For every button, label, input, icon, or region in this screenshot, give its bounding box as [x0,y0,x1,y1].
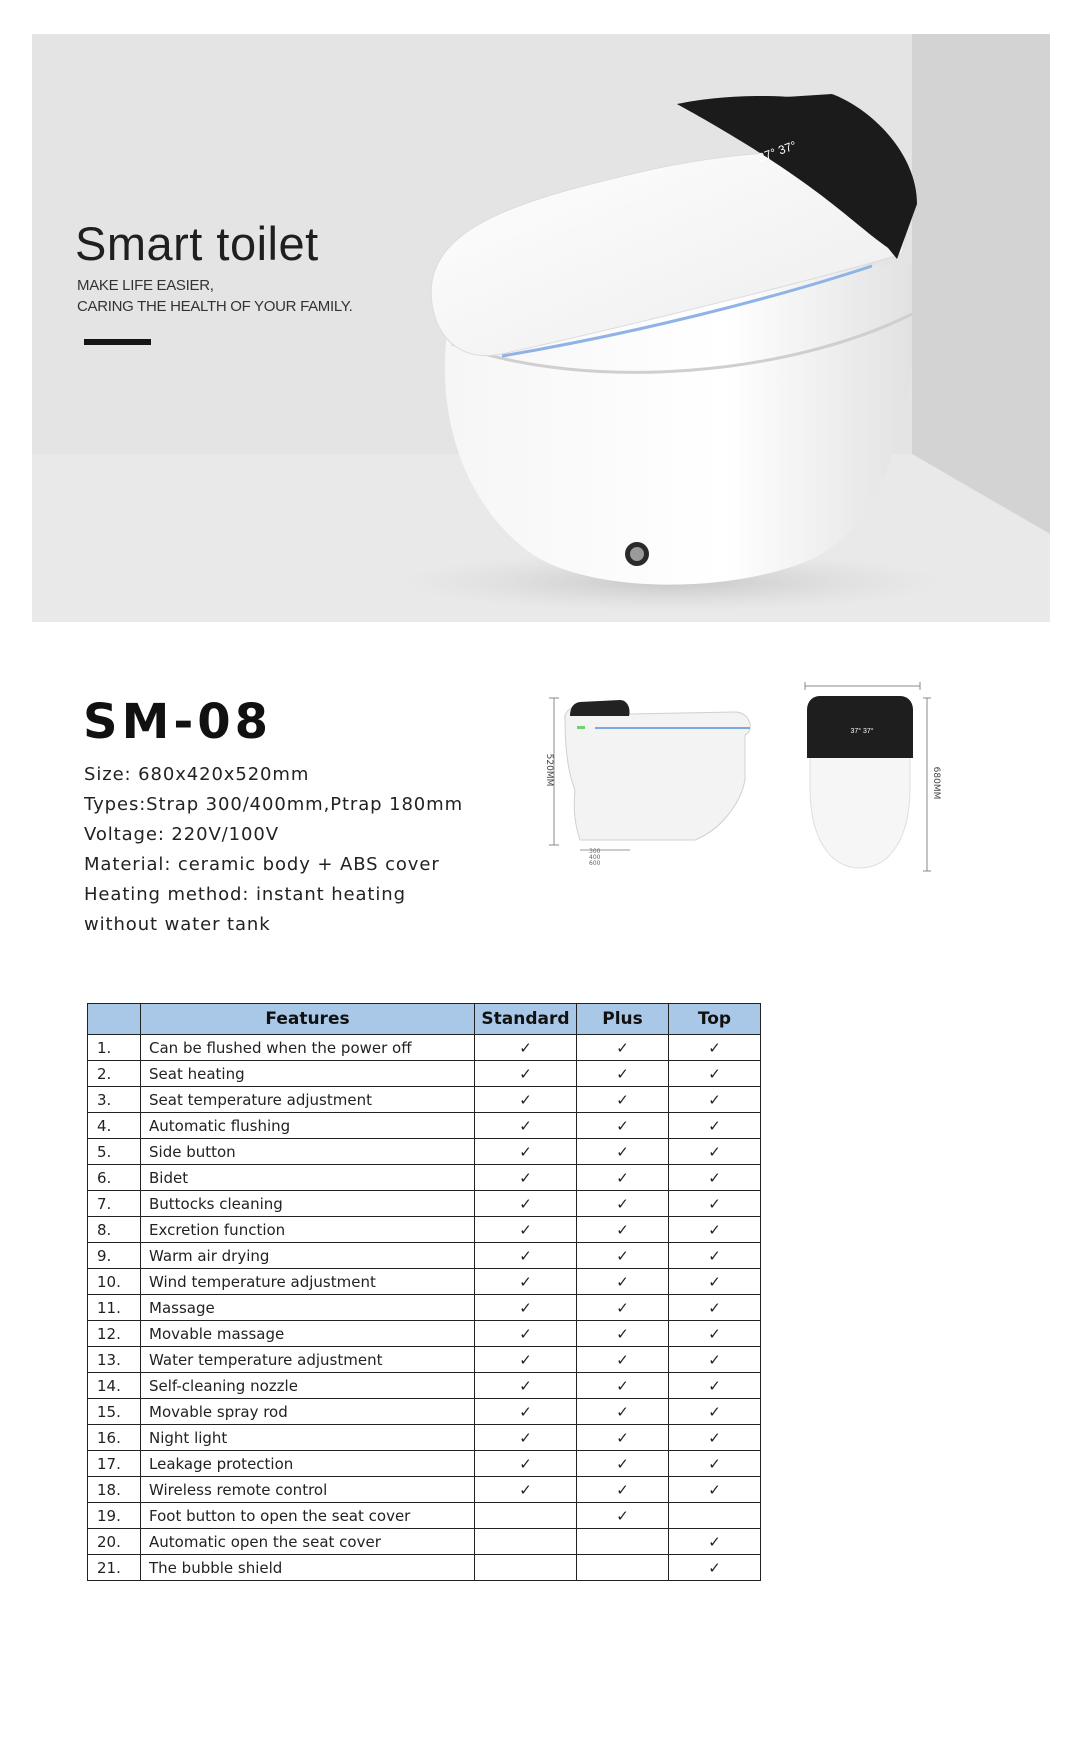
table-row [88,1035,761,1061]
row-number: 21. [88,1555,141,1581]
feature-name: Wind temperature adjustment [141,1269,475,1295]
feature-name: Seat temperature adjustment [141,1087,475,1113]
toilet-illustration [32,34,1050,622]
top-check: ✓ [669,1347,761,1373]
banner-subtitle-line1: MAKE LIFE EASIER, [77,277,214,294]
feature-name: Seat heating [141,1061,475,1087]
plus-check: ✓ [577,1113,669,1139]
row-number: 7. [88,1191,141,1217]
top-check: ✓ [669,1217,761,1243]
standard-check: ✓ [475,1269,577,1295]
row-number: 10. [88,1269,141,1295]
top-check: ✓ [669,1321,761,1347]
feature-name: Wireless remote control [141,1477,475,1503]
plus-check: ✓ [577,1399,669,1425]
top-view-diagram [800,678,950,878]
row-number: 13. [88,1347,141,1373]
spec-tank: without water tank [84,914,271,935]
row-number: 17. [88,1451,141,1477]
spec-size: Size: 680x420x520mm [84,764,310,785]
feature-name: Buttocks cleaning [141,1191,475,1217]
plus-check: ✓ [577,1477,669,1503]
standard-check: ✓ [475,1425,577,1451]
spec-heating: Heating method: instant heating [84,884,406,905]
side-view-diagram [535,690,765,870]
standard-check: ✓ [475,1035,577,1061]
table-row [88,1399,761,1425]
features-table [87,1003,761,1581]
top-check: ✓ [669,1087,761,1113]
row-number: 8. [88,1217,141,1243]
row-number: 3. [88,1087,141,1113]
feature-name: Foot button to open the seat cover [141,1503,475,1529]
plus-check: ✓ [577,1139,669,1165]
standard-check: ✓ [475,1373,577,1399]
plus-check: ✓ [577,1191,669,1217]
plus-check: ✓ [577,1321,669,1347]
plus-check: ✓ [577,1269,669,1295]
header-top: Top [669,1004,761,1035]
row-number: 12. [88,1321,141,1347]
model-name: SM-08 [83,694,273,750]
feature-name: Excretion function [141,1217,475,1243]
plus-check: ✓ [577,1061,669,1087]
spec-types: Types:Strap 300/400mm,Ptrap 180mm [84,794,464,815]
standard-check [475,1529,577,1555]
header-features: Features [141,1004,475,1035]
table-row [88,1087,761,1113]
table-row [88,1269,761,1295]
standard-check: ✓ [475,1243,577,1269]
feature-name: Side button [141,1139,475,1165]
table-row [88,1373,761,1399]
table-row [88,1451,761,1477]
standard-check: ✓ [475,1477,577,1503]
feature-name: Leakage protection [141,1451,475,1477]
top-check: ✓ [669,1243,761,1269]
standard-check [475,1555,577,1581]
table-row [88,1113,761,1139]
row-number: 20. [88,1529,141,1555]
table-row [88,1295,761,1321]
top-check: ✓ [669,1555,761,1581]
height-dimension-label: 520MM [544,753,554,787]
top-display-readout: 37° 37° [850,728,874,735]
standard-check: ✓ [475,1321,577,1347]
top-check: ✓ [669,1451,761,1477]
row-number: 6. [88,1165,141,1191]
plus-check: ✓ [577,1217,669,1243]
row-number: 15. [88,1399,141,1425]
banner-title: Smart toilet [75,217,319,270]
rough-in-600: 600 [589,860,601,867]
banner-subtitle-line2: CARING THE HEALTH OF YOUR FAMILY. [77,298,353,315]
table-row [88,1165,761,1191]
row-number: 1. [88,1035,141,1061]
table-row [88,1347,761,1373]
top-check: ✓ [669,1269,761,1295]
top-check: ✓ [669,1477,761,1503]
table-header-row [88,1004,761,1035]
table-row [88,1243,761,1269]
plus-check: ✓ [577,1425,669,1451]
standard-check: ✓ [475,1165,577,1191]
table-row [88,1555,761,1581]
top-check: ✓ [669,1425,761,1451]
plus-check: ✓ [577,1373,669,1399]
header-plus: Plus [577,1004,669,1035]
feature-name: Massage [141,1295,475,1321]
row-number: 11. [88,1295,141,1321]
plus-check: ✓ [577,1451,669,1477]
feature-name: Bidet [141,1165,475,1191]
banner-accent-bar [84,339,151,345]
standard-check: ✓ [475,1451,577,1477]
standard-check [475,1503,577,1529]
features-table-body [88,1035,761,1581]
feature-name: The bubble shield [141,1555,475,1581]
row-number: 14. [88,1373,141,1399]
plus-check: ✓ [577,1165,669,1191]
row-number: 18. [88,1477,141,1503]
feature-name: Water temperature adjustment [141,1347,475,1373]
hero-banner [32,34,1050,622]
table-row [88,1217,761,1243]
table-row [88,1061,761,1087]
standard-check: ✓ [475,1217,577,1243]
row-number: 16. [88,1425,141,1451]
standard-check: ✓ [475,1347,577,1373]
spec-material: Material: ceramic body + ABS cover [84,854,440,875]
standard-check: ✓ [475,1087,577,1113]
table-row [88,1477,761,1503]
plus-check: ✓ [577,1295,669,1321]
table-row [88,1139,761,1165]
feature-name: Night light [141,1425,475,1451]
feature-name: Automatic open the seat cover [141,1529,475,1555]
top-check: ✓ [669,1373,761,1399]
table-row [88,1321,761,1347]
top-check: ✓ [669,1165,761,1191]
standard-check: ✓ [475,1061,577,1087]
row-number: 5. [88,1139,141,1165]
row-number: 4. [88,1113,141,1139]
feature-name: Automatic flushing [141,1113,475,1139]
top-check: ✓ [669,1113,761,1139]
table-row [88,1425,761,1451]
standard-check: ✓ [475,1191,577,1217]
spec-voltage: Voltage: 220V/100V [84,824,279,845]
feature-name: Self-cleaning nozzle [141,1373,475,1399]
top-check: ✓ [669,1061,761,1087]
plus-check: ✓ [577,1243,669,1269]
top-check [669,1503,761,1529]
row-number: 2. [88,1061,141,1087]
table-row [88,1503,761,1529]
top-check: ✓ [669,1139,761,1165]
top-check: ✓ [669,1035,761,1061]
row-number: 19. [88,1503,141,1529]
rough-in-300: 300 [589,848,601,855]
header-standard: Standard [475,1004,577,1035]
standard-check: ✓ [475,1295,577,1321]
feature-name: Can be flushed when the power off [141,1035,475,1061]
top-check: ✓ [669,1295,761,1321]
plus-check: ✓ [577,1503,669,1529]
table-row [88,1529,761,1555]
standard-check: ✓ [475,1399,577,1425]
plus-check: ✓ [577,1087,669,1113]
row-number: 9. [88,1243,141,1269]
rough-in-400: 400 [589,854,601,861]
plus-check [577,1529,669,1555]
standard-check: ✓ [475,1113,577,1139]
standard-check: ✓ [475,1139,577,1165]
header-number [88,1004,141,1035]
top-check: ✓ [669,1529,761,1555]
table-row [88,1191,761,1217]
length-dimension-label: 680MM [931,766,941,800]
feature-name: Movable massage [141,1321,475,1347]
plus-check [577,1555,669,1581]
top-check: ✓ [669,1191,761,1217]
feature-name: Warm air drying [141,1243,475,1269]
plus-check: ✓ [577,1347,669,1373]
top-check: ✓ [669,1399,761,1425]
display-readout: 37° 37° [756,138,799,165]
plus-check: ✓ [577,1035,669,1061]
feature-name: Movable spray rod [141,1399,475,1425]
